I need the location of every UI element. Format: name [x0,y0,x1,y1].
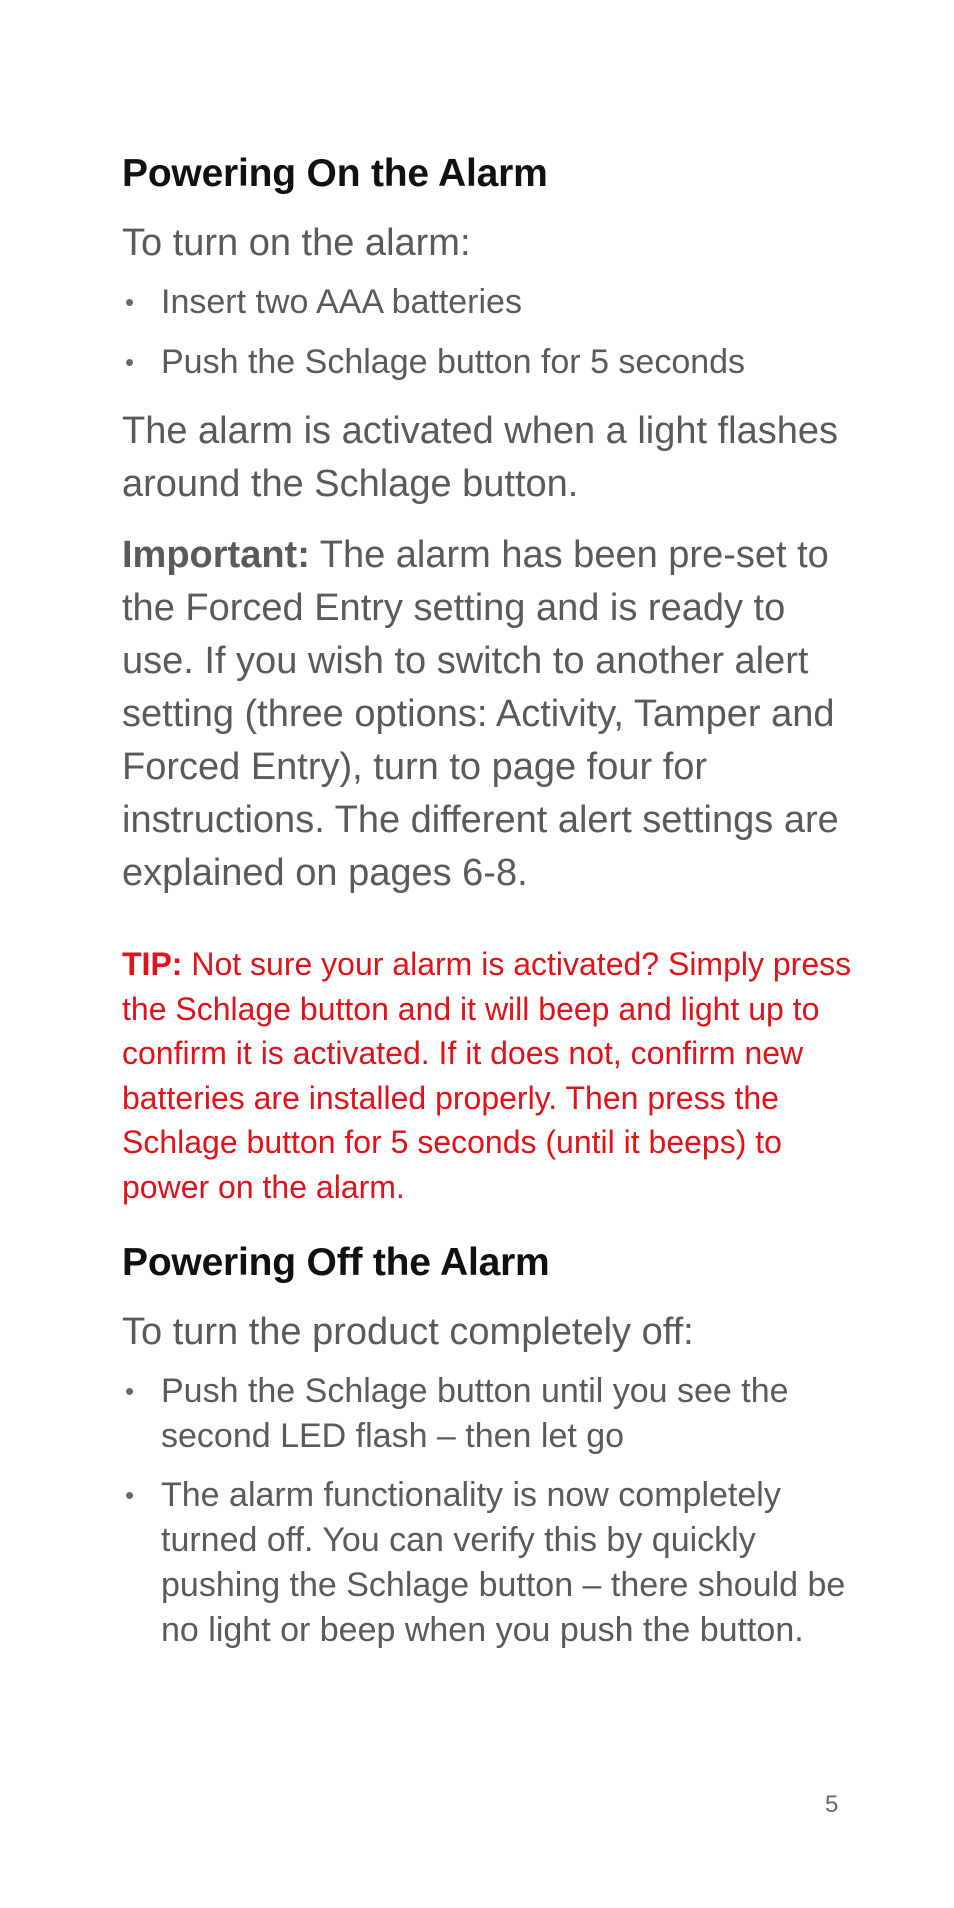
manual-page [122,150,862,1653]
list-item-text: Push the Schlage button for 5 seconds [161,343,746,381]
list-item [122,280,862,325]
powering-off-steps [122,1369,862,1653]
tip-note [122,942,862,1209]
list-item-text: Push the Schlage button until you see the second LED flash – then let go [161,1372,789,1455]
list-item [122,1369,862,1459]
bullet-icon: • [125,287,135,317]
list-item-text: The alarm functionality is now completely turned off. You can verify this by quickly pushing the Schlage button – there should be no light or beep when you push the button. [161,1476,846,1649]
list-item-text: Insert two AAA batteries [161,283,522,321]
powering-on-intro: To turn on the alarm: [122,222,471,264]
important-label: Important: [122,534,310,576]
powering-on-steps [122,280,862,385]
tip-label: TIP: [122,946,183,982]
list-item [122,340,862,385]
list-item [122,1473,862,1653]
bullet-icon: • [125,347,135,377]
page-number: 5 [825,1791,839,1818]
important-text: The alarm has been pre-set to the Forced Entry setting and is ready to use. If you wish to switch to another alert setting (three options: Activity, Tamper and Forced Entry), turn to page four for instructions. The different alert settings are explained on pages 6-8. [122,534,839,894]
activation-description: The alarm is activated when a light flashes around the Schlage button. [122,410,839,505]
section-title-powering-on: Powering On the Alarm [122,152,548,195]
important-note [122,529,862,900]
bullet-icon: • [125,1480,135,1510]
tip-text: Not sure your alarm is activated? Simply press the Schlage button and it will beep and light up to confirm it is activated. If it does not, confirm new batteries are installed properly. Then press the Schlage button for 5 seconds (until it beeps) to power on the alarm. [122,946,852,1205]
bullet-icon: • [125,1376,135,1406]
section-title-powering-off: Powering Off the Alarm [122,1241,550,1284]
powering-off-intro: To turn the product completely off: [122,1311,694,1353]
